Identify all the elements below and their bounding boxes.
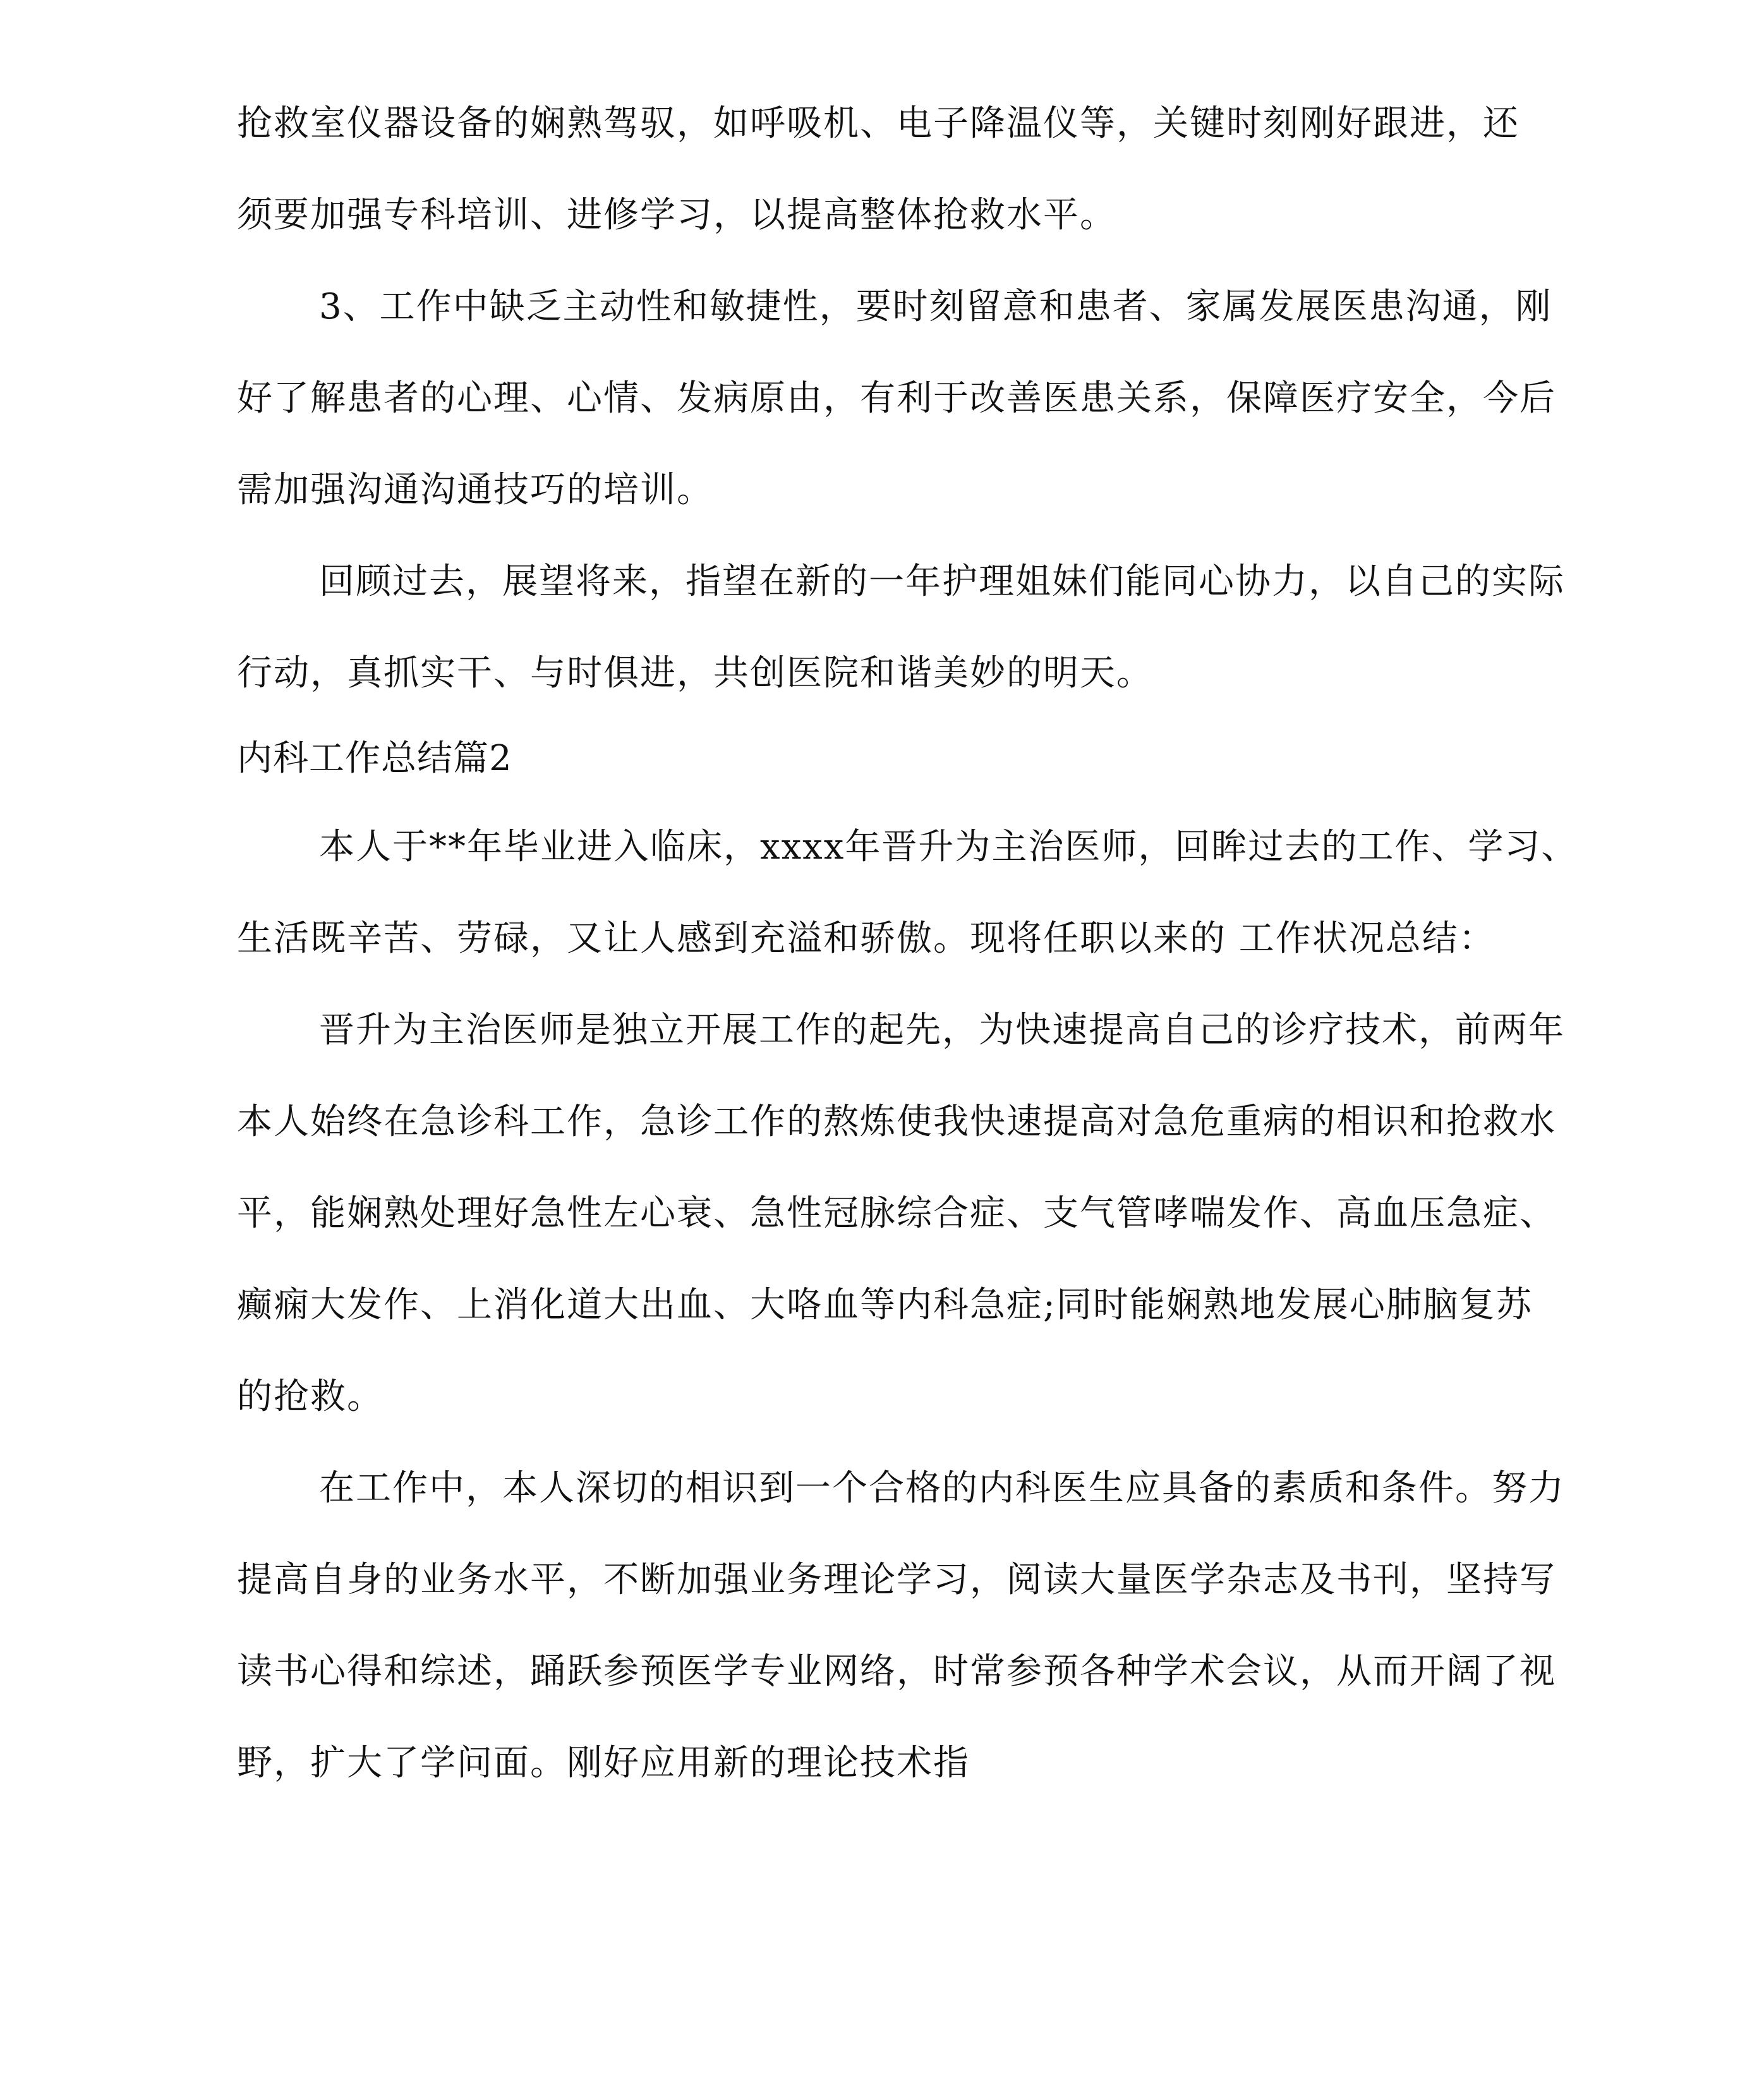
- text-line: 行动，真抓实干、与时俱进，共创医院和谐美妙的明天。: [237, 653, 1153, 694]
- text-line: 好了解患者的心理、心情、发病原由，有利于改善医患关系，保障医疗安全，今后: [237, 378, 1556, 419]
- text-line: 读书心得和综述，踊跃参预医学专业网络，时常参预各种学术会议，从而开阔了视: [237, 1651, 1556, 1692]
- text-line: 野，扩大了学问面。刚好应用新的理论技术指: [237, 1743, 970, 1784]
- text-line: 提高自身的业务水平，不断加强业务理论学习，阅读大量医学杂志及书刊，坚持写: [237, 1559, 1556, 1600]
- text-line: 3、工作中缺乏主动性和敏捷性，要时刻留意和患者、家属发展医患沟通，刚: [319, 286, 1552, 327]
- text-line: 的抢救。: [237, 1376, 384, 1417]
- text-line: 在工作中，本人深切的相识到一个合格的内科医生应具备的素质和条件。努力: [319, 1468, 1565, 1509]
- text-line: 晋升为主治医师是独立开展工作的起先，为快速提高自己的诊疗技术，前两年: [319, 1010, 1565, 1051]
- text-line: 生活既辛苦、劳碌，又让人感到充溢和骄傲。现将任职以来的 工作状况总结：: [237, 918, 1495, 959]
- text-line: 平，能娴熟处理好急性左心衰、急性冠脉综合症、支气管哮喘发作、高血压急症、: [237, 1193, 1556, 1234]
- text-line: 本人始终在急诊科工作，急诊工作的熬炼使我快速提高对急危重病的相识和抢救水: [237, 1101, 1556, 1142]
- text-line: 需加强沟通沟通技巧的培训。: [237, 469, 713, 511]
- text-line: 本人于**年毕业进入临床，xxxx年晋升为主治医师，回眸过去的工作、学习、: [319, 826, 1578, 867]
- text-line: 癫痫大发作、上消化道大出血、大咯血等内科急症;同时能娴熟地发展心肺脑复苏: [237, 1284, 1533, 1326]
- text-line: 须要加强专科培训、进修学习，以提高整体抢救水平。: [237, 195, 1116, 236]
- text-line: 回顾过去，展望将来，指望在新的一年护理姐妹们能同心协力，以自己的实际: [319, 561, 1565, 602]
- text-line: 抢救室仪器设备的娴熟驾驭，如呼吸机、电子降温仪等，关键时刻刚好跟进，还: [237, 103, 1519, 144]
- section-heading: 内科工作总结篇2: [237, 738, 512, 779]
